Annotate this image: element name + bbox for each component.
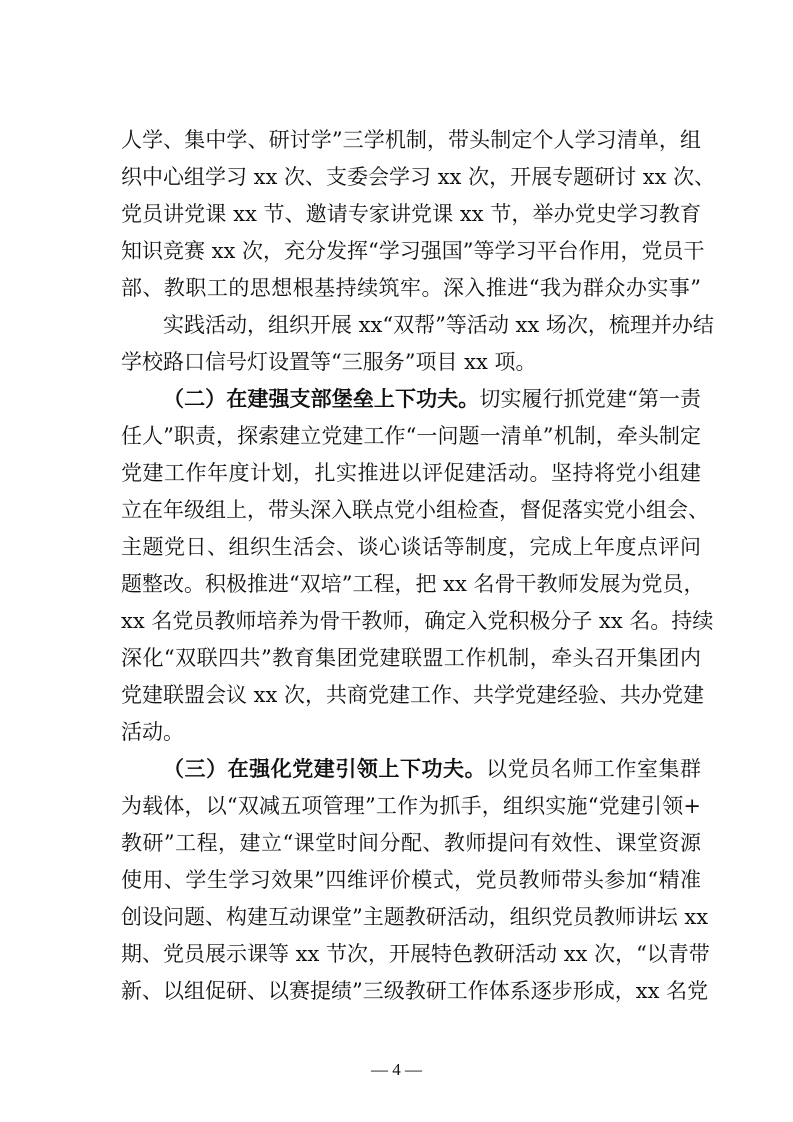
section-heading: （二）在建强支部堡垒上下功夫。 bbox=[163, 386, 480, 411]
text-line bbox=[121, 939, 710, 969]
line-text: 教研”工程，建立“课堂时间分配、教师提问有效性、课堂资源 bbox=[121, 831, 701, 855]
line-text: 使用、学生学习效果”四维评价模式，党员教师带头参加“精准 bbox=[121, 868, 701, 892]
line-text: 以党员名师工作室集群 bbox=[486, 757, 701, 781]
line-text: 活动。 bbox=[121, 720, 184, 744]
text-line bbox=[121, 162, 716, 192]
line-text: 为载体，以“双减五项管理”工作为抓手，组织实施“党建引领+ bbox=[121, 794, 701, 818]
text-line bbox=[121, 976, 709, 1006]
text-line bbox=[121, 236, 705, 266]
text-line bbox=[121, 606, 714, 636]
line-text: 织中心组学习 xx 次、支委会学习 xx 次，开展专题研讨 xx 次、 bbox=[121, 165, 716, 189]
line-text: 主题党日、组织生活会、谈心谈话等制度，完成上年度点评问 bbox=[121, 535, 701, 559]
text-line bbox=[121, 569, 705, 599]
page-number: — 4 — bbox=[371, 1060, 422, 1079]
text-line bbox=[121, 828, 701, 858]
line-text: 题整改。积极推进“双培”工程，把 xx 名骨干教师发展为党员， bbox=[121, 572, 705, 596]
line-text: 期、党员展示课等 xx 节次，开展特色教研活动 xx 次，“以青带 bbox=[121, 942, 710, 966]
line-text: 学校路口信号灯设置等“三服务”项目 xx 项。 bbox=[121, 350, 537, 374]
text-line bbox=[121, 532, 701, 562]
text-line bbox=[121, 717, 701, 747]
text-line bbox=[121, 680, 705, 710]
text-line bbox=[163, 754, 701, 784]
line-text: 党建联盟会议 xx 次，共商党建工作、共学党建经验、共办党建 bbox=[121, 683, 705, 707]
text-line bbox=[121, 902, 709, 932]
text-line bbox=[121, 199, 701, 229]
text-line bbox=[121, 791, 701, 821]
line-text: 创设问题、构建互动课堂”主题教研活动，组织党员教师讲坛 xx bbox=[121, 905, 709, 929]
line-text: 实践活动，组织开展 xx“双帮”等活动 xx 场次，梳理并办结 bbox=[163, 313, 714, 337]
text-line bbox=[121, 421, 701, 451]
line-text: 党建工作年度计划，扎实推进以评促建活动。坚持将党小组建 bbox=[121, 461, 701, 485]
line-text: 党员讲党课 xx 节、邀请专家讲党课 xx 节，举办党史学习教育 bbox=[121, 202, 701, 226]
text-line bbox=[121, 125, 701, 155]
section-heading: （三）在强化党建引领上下功夫。 bbox=[163, 756, 487, 781]
text-line bbox=[163, 384, 701, 414]
line-text: 任人”职责，探索建立党建工作“一问题一清单”机制，牵头制定 bbox=[121, 424, 701, 448]
text-line bbox=[121, 865, 701, 895]
line-text: 切实履行抓党建“第一责 bbox=[479, 387, 701, 411]
line-text: 新、以组促研、以赛提绩”三级教研工作体系逐步形成，xx 名党 bbox=[121, 979, 709, 1003]
line-text: 知识竞赛 xx 次，充分发挥“学习强国”等学习平台作用，党员干 bbox=[121, 239, 705, 263]
line-text: 立在年级组上，带头深入联点党小组检查，督促落实党小组会、 bbox=[121, 498, 709, 522]
text-line bbox=[121, 347, 701, 377]
line-text: 部、教职工的思想根基持续筑牢。深入推进“我为群众办实事” bbox=[121, 276, 701, 300]
line-text: 深化“双联四共”教育集团党建联盟工作机制，牵头召开集团内 bbox=[121, 646, 701, 670]
text-line bbox=[121, 273, 701, 303]
line-text: xx 名党员教师培养为骨干教师，确定入党积极分子 xx 名。持续 bbox=[121, 609, 714, 633]
line-text: 人学、集中学、研讨学”三学机制，带头制定个人学习清单，组 bbox=[121, 128, 701, 152]
text-line bbox=[121, 643, 701, 673]
text-line bbox=[121, 458, 701, 488]
text-line bbox=[163, 310, 714, 340]
text-line bbox=[121, 495, 709, 525]
